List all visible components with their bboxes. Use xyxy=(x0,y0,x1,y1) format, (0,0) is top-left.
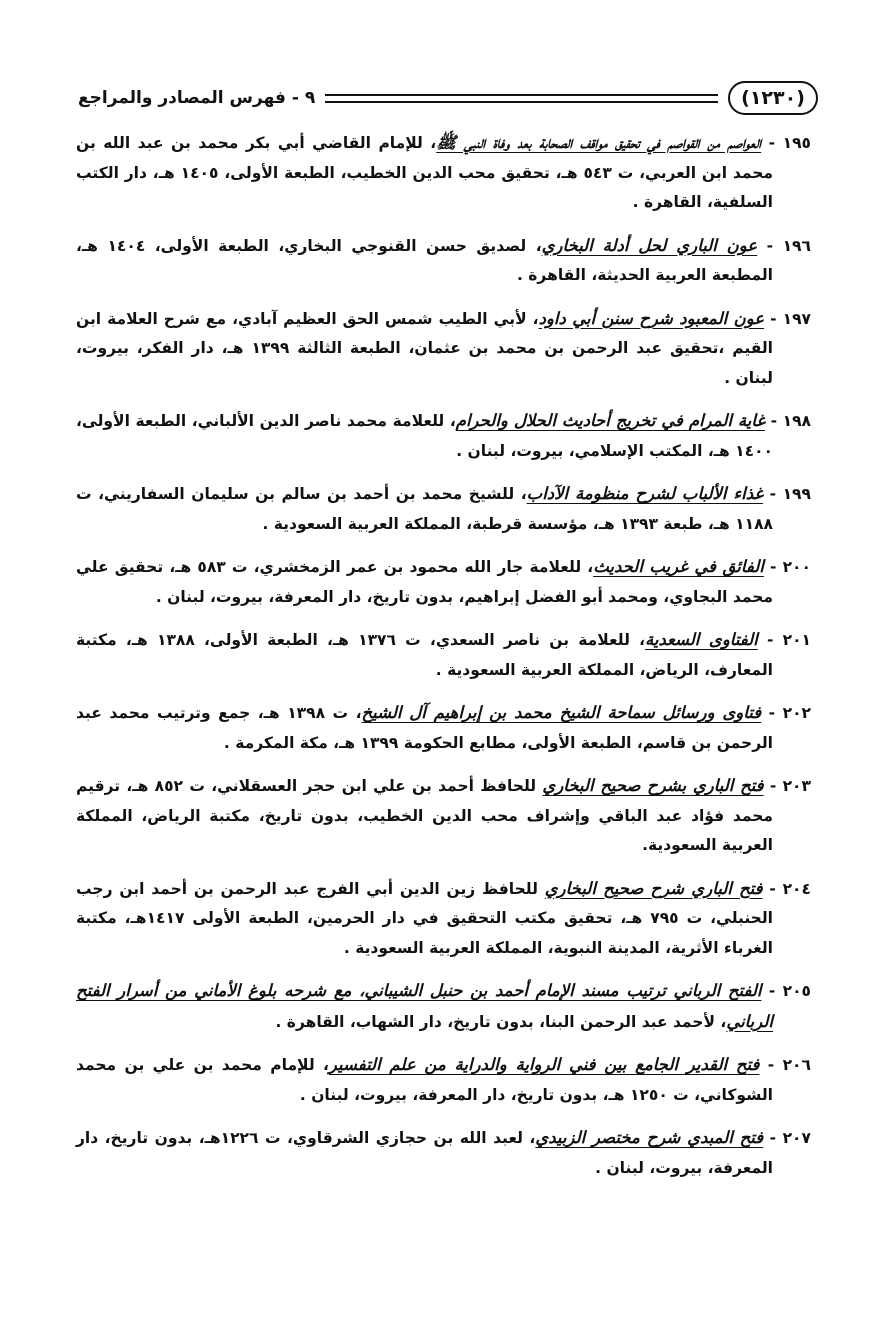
entry-details: ، للعلامة محمد ناصر الدين الألباني، الطبعة الأولى، ١٤٠٠ هـ، المكتب الإسلامي، بيروت، لبنان . xyxy=(76,412,773,460)
entry-number: ٢٠٤ - xyxy=(769,879,811,898)
entry-title: عون المعبود شرح سنن أبي داود xyxy=(538,308,765,328)
bibliography-entry xyxy=(76,1123,811,1183)
bibliography-list xyxy=(76,128,811,1196)
bibliography-entry xyxy=(76,698,811,758)
entry-details: ، لصديق حسن القنوجي البخاري، الطبعة الأولى، ١٤٠٤ هـ، المطبعة العربية الحديثة، القاهرة . xyxy=(76,236,773,284)
entry-number: ٢٠٥ - xyxy=(768,982,811,1000)
entry-title: غذاء الألباب لشرح منظومة الآداب xyxy=(526,484,764,503)
entry-details: ، للإمام محمد بن علي بن محمد الشوكاني، ت ١٢٥٠ هـ، بدون تاريخ، دار المعرفة، بيروت، لبنان . xyxy=(76,1056,773,1104)
entry-title: فتح القدير الجامع بين فني الرواية والدراية من علم التفسير xyxy=(328,1055,760,1074)
bibliography-entry xyxy=(76,304,811,394)
header-rule xyxy=(325,94,718,103)
bibliography-entry xyxy=(76,1050,811,1110)
bibliography-entry xyxy=(76,479,811,539)
entry-title: الفتاوى السعدية xyxy=(644,630,758,649)
entry-details: ، للعلامة جار الله محمود بن عمر الزمخشري، ت ٥٨٣ هـ، تحقيق علي محمد البجاوي، ومحمد أبو الفضل إبراهيم، بدون تاريخ، دار المعرفة، بيروت، لبنان . xyxy=(76,558,773,606)
entry-details: للحافظ أحمد بن علي ابن حجر العسقلاني، ت ٨٥٢ هـ، ترقيم محمد فؤاد عبد الباقي وإشراف محب الدين الخطيب، بدون تاريخ، مكتبة الرياض، المملكة العربية السعودية. xyxy=(76,777,773,854)
entry-number: ١٩٦ - xyxy=(766,236,811,255)
bibliography-entry xyxy=(76,625,811,685)
entry-number: ٢٠٠ - xyxy=(770,558,811,576)
entry-details: ، للشيخ محمد بن أحمد بن سالم بن سليمان السفاريني، ت ١١٨٨ هـ، طبعة ١٣٩٣ هـ، مؤسسة قرطبة، المملكة العربية السعودية . xyxy=(76,485,773,533)
entry-title: فتح الباري بشرح صحيح البخاري xyxy=(542,776,764,795)
entry-title: فتح المبدي شرح مختصر الزبيدي xyxy=(535,1128,764,1147)
entry-details: ، لأبي الطيب شمس الحق العظيم آبادي، مع شرح العلامة ابن القيم ،تحقيق عبد الرحمن بن محمد بن عثمان، الطبعة الثالثة ١٣٩٩ هـ، دار الفكر، بيروت، لبنان . xyxy=(76,309,773,387)
bibliography-entry xyxy=(76,231,811,291)
section-title: ٩ - فهرس المصادر والمراجع xyxy=(78,88,316,108)
bibliography-entry xyxy=(76,976,811,1037)
entry-title: عون الباري لحل أدلة البخاري xyxy=(541,235,758,255)
page-number-badge: (١٢٣٠) xyxy=(728,81,818,115)
entry-details: ، للعلامة بن ناصر السعدي، ت ١٣٧٦ هـ، الطبعة الأولى، ١٣٨٨ هـ، مكتبة المعارف، الرياض، المملكة العربية السعودية . xyxy=(76,631,773,679)
entry-details: ، ت ١٣٩٨ هـ، جمع وترتيب محمد عبد الرحمن بن قاسم، الطبعة الأولى، مطابع الحكومة ١٣٩٩ هـ، مكة المكرمة . xyxy=(76,704,773,752)
entry-number: ١٩٧ - xyxy=(770,309,811,328)
entry-title: الفائق في غريب الحديث xyxy=(593,557,764,576)
entry-title: فتح الباري شرح صحيح البخاري xyxy=(544,878,763,898)
entry-number: ٢٠٢ - xyxy=(768,704,811,722)
entry-number: ١٩٥ - xyxy=(768,134,811,152)
entry-details: ، لعبد الله بن حجازي الشرقاوي، ت ١٢٢٦هـ، بدون تاريخ، دار المعرفة، بيروت، لبنان . xyxy=(76,1129,773,1177)
bibliography-entry xyxy=(76,552,811,612)
entry-number: ١٩٨ - xyxy=(770,412,811,430)
entry-number: ١٩٩ - xyxy=(769,485,811,503)
entry-number: ٢٠٧ - xyxy=(769,1129,811,1147)
entry-title: غاية المرام في تخريج أحاديث الحلال والحرام xyxy=(455,411,765,430)
entry-number: ٢٠١ - xyxy=(766,631,811,649)
entry-details: للحافظ زين الدين أبي الفرج عبد الرحمن بن أحمد ابن رجب الحنبلي، ت ٧٩٥ هـ، تحقيق مكتب التحقيق في دار الحرمين، الطبعة الأولى ١٤١٧هـ، مكتبة الغرباء الأثرية، المدينة النبوية، المملكة العربية السعودية . xyxy=(76,879,773,957)
entry-title: العواصم من القواصم في تحقيق مواقف الصحابة بعد وفاة النبي ﷺ xyxy=(436,133,762,152)
page-header xyxy=(78,78,818,118)
entry-details: ، للإمام القاضي أبي بكر محمد بن عبد الله بن محمد ابن العربي، ت ٥٤٣ هـ، تحقيق محب الدين الخطيب، الطبعة الأولى، ١٤٠٥ هـ، دار الكتب السلفية، القاهرة . xyxy=(76,134,773,211)
bibliography-entry xyxy=(76,406,811,466)
bibliography-entry xyxy=(76,128,811,218)
entry-title: الفتح الرباني ترتيب مسند الإمام أحمد بن حنبل الشيباني، مع شرحه بلوغ الأماني من أسرار الفتح الرباني xyxy=(76,981,773,1031)
entry-number: ٢٠٦ - xyxy=(767,1056,811,1074)
bibliography-entry xyxy=(76,771,811,861)
entry-title: فتاوى ورسائل سماحة الشيخ محمد بن إبراهيم آل الشيخ xyxy=(361,703,762,722)
entry-details: ، لأحمد عبد الرحمن البنا، بدون تاريخ، دار الشهاب، القاهرة . xyxy=(275,1012,727,1031)
entry-number: ٢٠٣ - xyxy=(769,777,811,795)
bibliography-entry xyxy=(76,874,811,964)
